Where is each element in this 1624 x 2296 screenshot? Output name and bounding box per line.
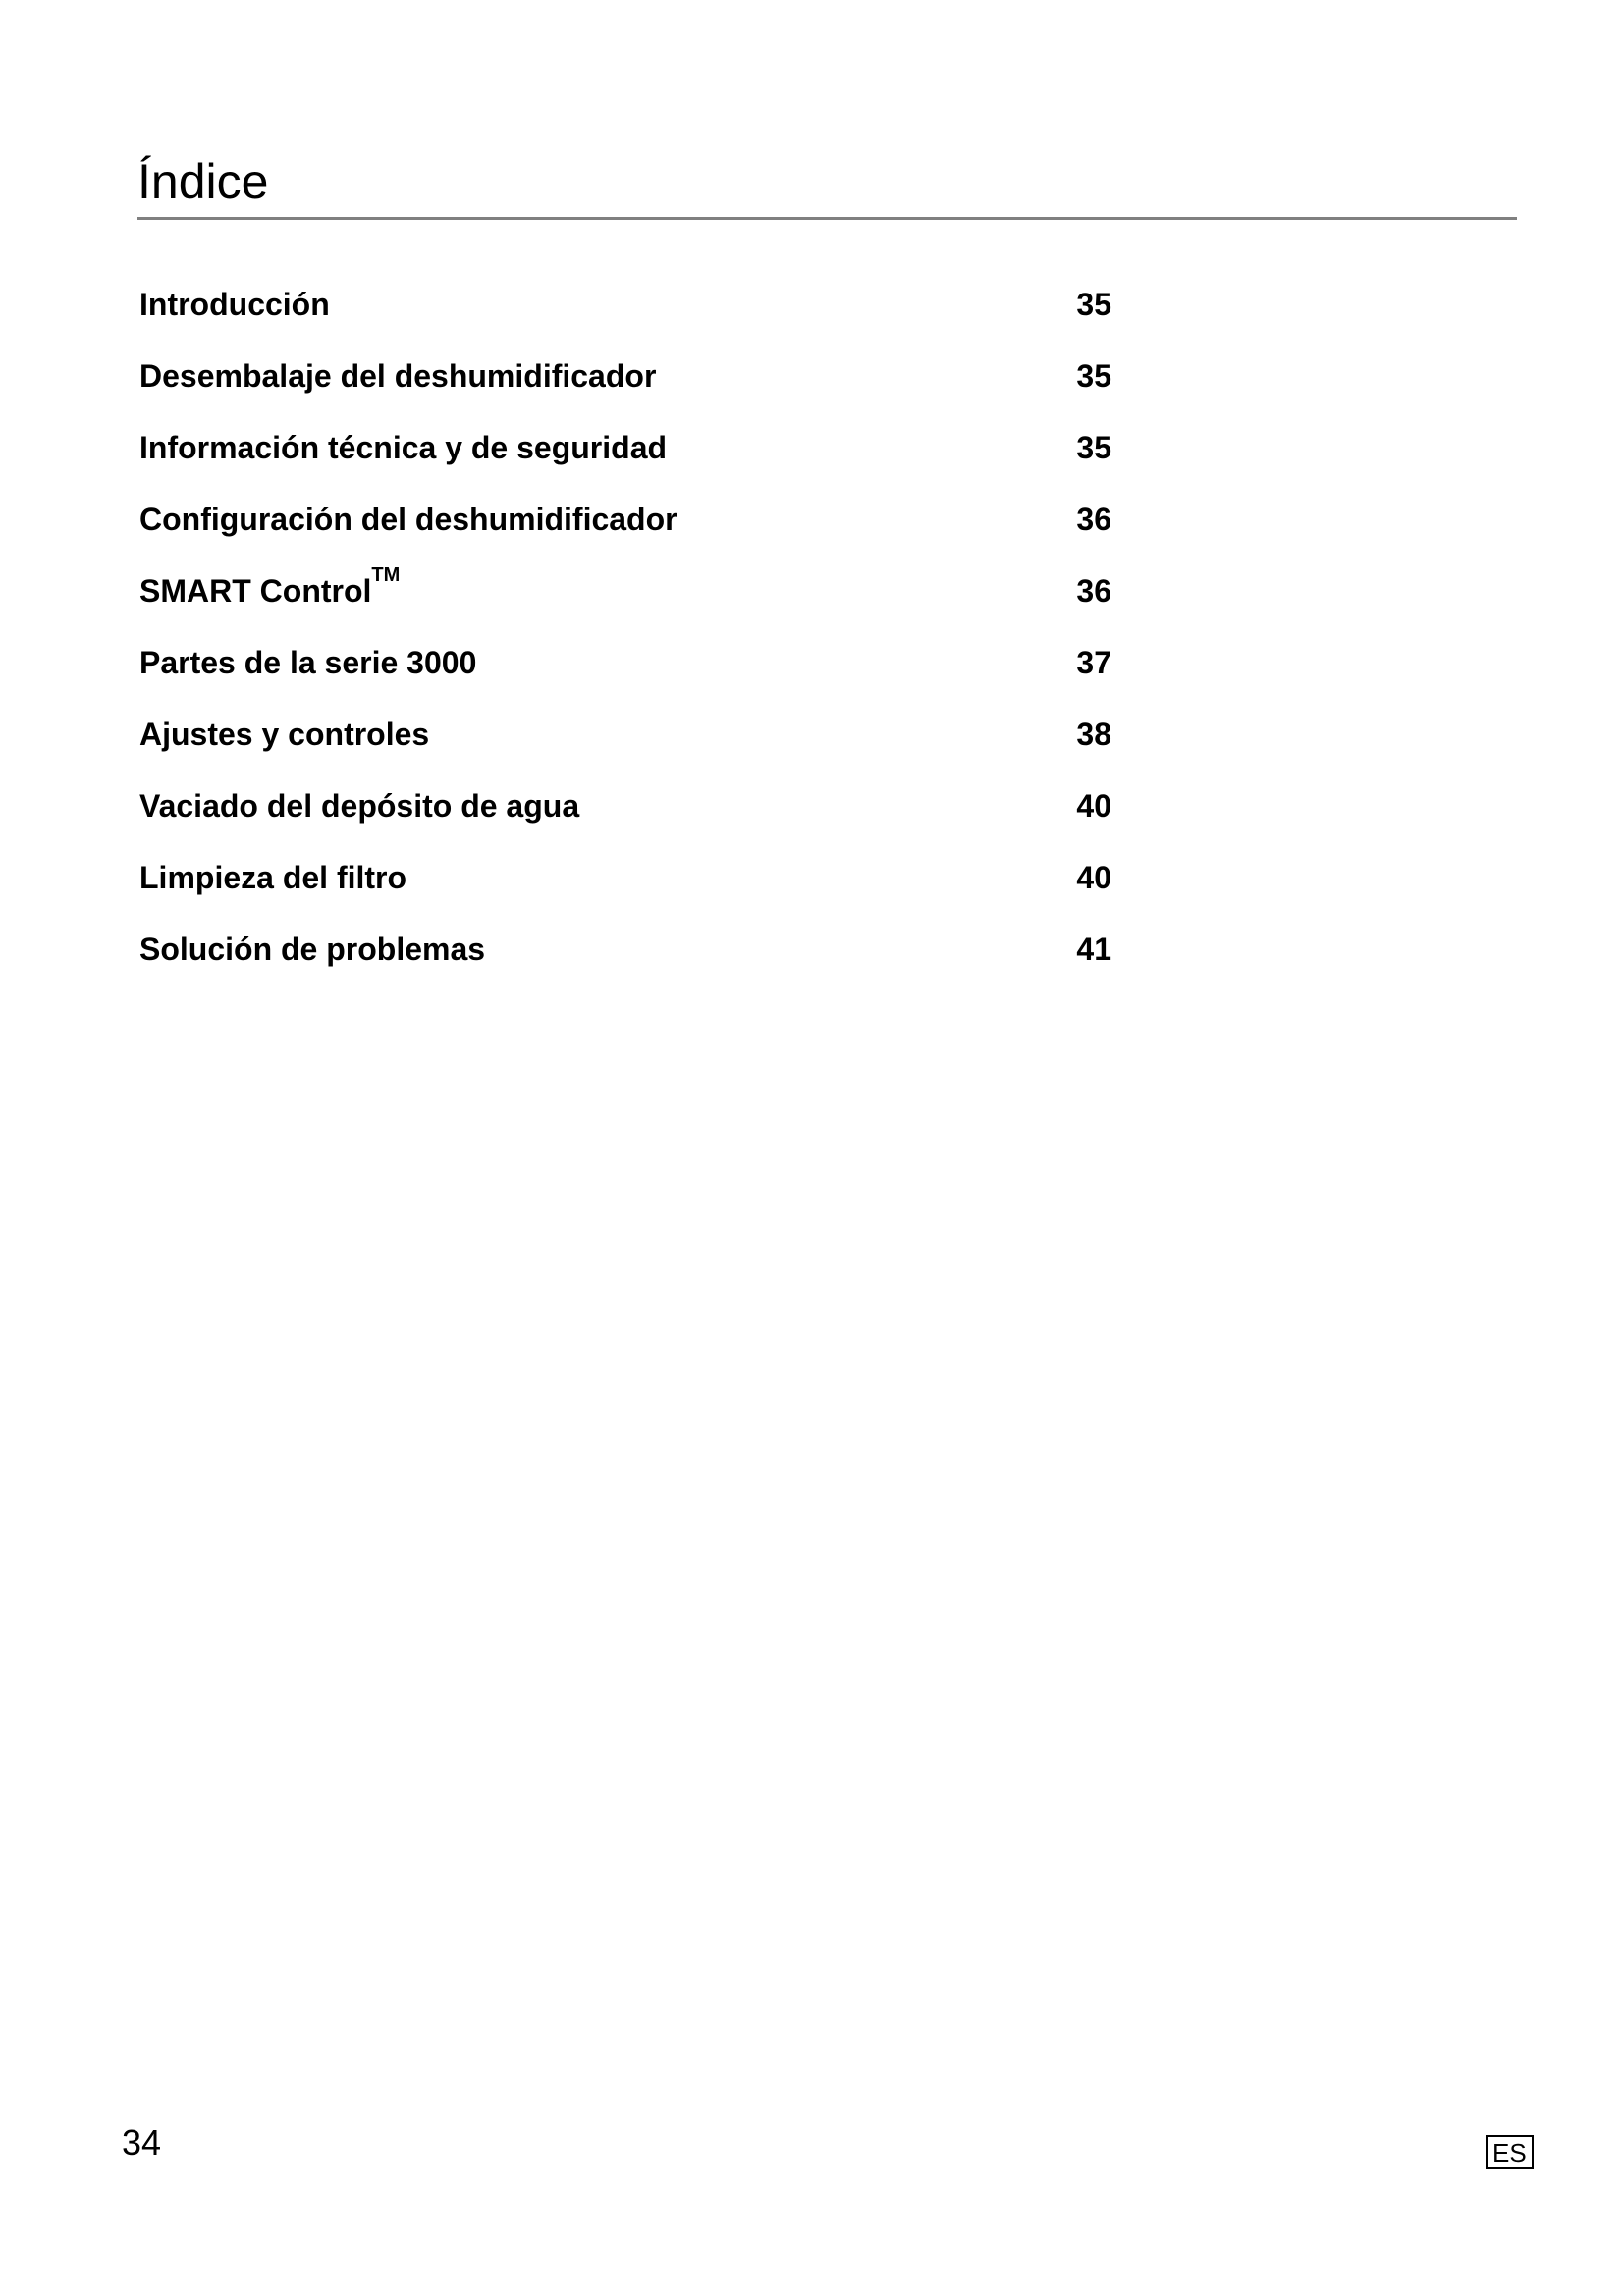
toc-entry-setup [139,500,1111,571]
toc-entry-safety-info [139,428,1111,500]
toc-entry-label: Ajustes y controles [139,717,430,752]
toc-entry-label: Desembalaje del deshumidificador [139,358,657,394]
toc-entry-label: Partes de la serie 3000 [139,645,477,680]
toc-entry-label: Solución de problemas [139,932,486,967]
page-number: 34 [122,2122,162,2163]
toc-entry-troubleshooting [139,930,1111,1001]
toc-entry-page: 36 [1076,502,1111,537]
toc-entry-introduction [139,285,1111,356]
toc-entry-label-group [139,564,401,611]
toc-entry-label: SMART Control [139,573,372,609]
toc-entry-label: Limpieza del filtro [139,860,407,895]
toc-entry-page: 36 [1076,573,1111,609]
toc-entry-page: 40 [1076,860,1111,895]
toc-entry-page: 35 [1076,430,1111,465]
title-divider [137,217,1517,220]
toc-entry-page: 40 [1076,788,1111,824]
toc-entry-page: 37 [1076,645,1111,680]
toc-entry-page: 35 [1076,287,1111,322]
page-title: Índice [137,154,269,209]
toc-entry-page: 41 [1076,932,1111,967]
toc-entry-unpacking [139,356,1111,428]
trademark-superscript: TM [371,564,401,586]
toc-entry-settings [139,715,1111,786]
toc-entry-smart-control [139,564,1111,643]
toc-entry-page: 38 [1076,717,1111,752]
toc-entry-label: Vaciado del depósito de agua [139,788,580,824]
toc-entry-label: Configuración del deshumidificador [139,502,677,537]
toc-entry-filter-cleaning [139,858,1111,930]
toc-entry-parts [139,643,1111,715]
toc-entry-label: Introducción [139,287,330,322]
toc-entry-emptying-tank [139,786,1111,858]
table-of-contents [139,285,1111,1001]
toc-entry-page: 35 [1076,358,1111,394]
toc-entry-label: Información técnica y de seguridad [139,430,668,465]
language-badge: ES [1486,2135,1534,2169]
